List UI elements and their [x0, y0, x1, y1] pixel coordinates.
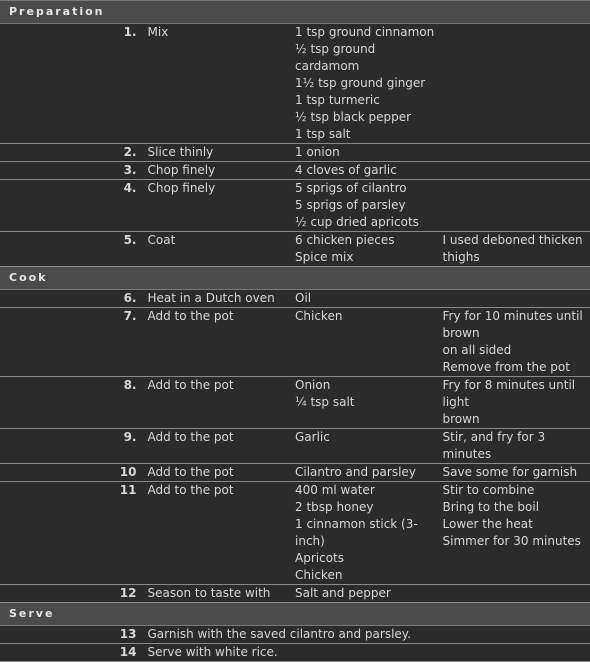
ingredient-line: 1 onion	[295, 144, 443, 161]
note-line: Fry for 10 minutes until brown	[443, 308, 585, 342]
step-notes	[443, 482, 590, 585]
step-row	[0, 644, 590, 662]
step-row	[0, 232, 590, 267]
step-number: 8.	[0, 377, 148, 429]
step-row	[0, 377, 590, 429]
step-instruction: Garnish with the saved cilantro and parsley.	[148, 626, 590, 644]
ingredient-line: Apricots	[295, 550, 443, 567]
note-line: Bring to the boil	[443, 499, 585, 516]
note-line: on all sided	[443, 342, 585, 359]
ingredient-line: ½ tsp ground cardamom	[295, 41, 443, 75]
step-row	[0, 482, 590, 585]
step-notes	[443, 162, 590, 180]
step-number: 7.	[0, 308, 148, 377]
section-header	[0, 1, 590, 24]
step-ingredients	[295, 232, 443, 267]
step-number: 3.	[0, 162, 148, 180]
note-line: brown	[443, 411, 585, 428]
step-action: Add to the pot	[148, 482, 296, 585]
step-notes	[443, 290, 590, 308]
ingredient-line: Oil	[295, 290, 443, 307]
note-line: Save some for garnish	[443, 464, 585, 481]
step-action: Add to the pot	[148, 377, 296, 429]
step-notes	[443, 464, 590, 482]
step-ingredients	[295, 464, 443, 482]
note-line: Stir to combine	[443, 482, 585, 499]
step-ingredients	[295, 482, 443, 585]
section-title: Cook	[0, 267, 590, 290]
step-row	[0, 308, 590, 377]
ingredient-line: ½ tsp black pepper	[295, 109, 443, 126]
step-number: 9.	[0, 429, 148, 464]
note-line: Simmer for 30 minutes	[443, 533, 585, 550]
note-line: Remove from the pot	[443, 359, 585, 376]
step-row	[0, 429, 590, 464]
ingredient-line: 4 cloves of garlic	[295, 162, 443, 179]
ingredient-line: Onion	[295, 377, 443, 394]
step-row	[0, 464, 590, 482]
step-action: Mix	[148, 24, 296, 144]
step-number: 6.	[0, 290, 148, 308]
ingredient-line: 1 cinnamon stick (3-inch)	[295, 516, 443, 550]
step-notes	[443, 144, 590, 162]
step-instruction: Serve with white rice.	[148, 644, 590, 662]
step-number: 14	[0, 644, 148, 662]
ingredient-line: Chicken	[295, 308, 443, 325]
step-action: Add to the pot	[148, 308, 296, 377]
step-action: Season to taste with	[148, 585, 296, 603]
section-title: Preparation	[0, 1, 590, 24]
note-line: I used deboned thicken thighs	[443, 232, 585, 266]
ingredient-line: ½ cup dried apricots	[295, 214, 443, 231]
step-ingredients	[295, 585, 443, 603]
ingredient-line: Spice mix	[295, 249, 443, 266]
ingredient-line: 2 tbsp honey	[295, 499, 443, 516]
step-row	[0, 162, 590, 180]
step-row	[0, 180, 590, 232]
note-line: Stir, and fry for 3 minutes	[443, 429, 585, 463]
step-row	[0, 626, 590, 644]
step-action: Add to the pot	[148, 429, 296, 464]
section-header	[0, 267, 590, 290]
ingredient-line: Chicken	[295, 567, 443, 584]
step-ingredients	[295, 429, 443, 464]
step-number: 4.	[0, 180, 148, 232]
ingredient-line: 400 ml water	[295, 482, 443, 499]
step-notes	[443, 180, 590, 232]
step-ingredients	[295, 308, 443, 377]
step-notes	[443, 377, 590, 429]
ingredient-line: Salt and pepper	[295, 585, 443, 602]
step-ingredients	[295, 162, 443, 180]
note-line: Fry for 8 minutes until light	[443, 377, 585, 411]
step-action: Coat	[148, 232, 296, 267]
ingredient-line: Garlic	[295, 429, 443, 446]
step-action: Chop finely	[148, 162, 296, 180]
step-number: 13	[0, 626, 148, 644]
step-notes	[443, 429, 590, 464]
ingredient-line: 5 sprigs of parsley	[295, 197, 443, 214]
step-row	[0, 585, 590, 603]
ingredient-line: 1 tsp ground cinnamon	[295, 24, 443, 41]
step-notes	[443, 24, 590, 144]
section-title: Serve	[0, 603, 590, 626]
step-notes	[443, 308, 590, 377]
ingredient-line: 6 chicken pieces	[295, 232, 443, 249]
step-notes	[443, 232, 590, 267]
ingredient-line: 1 tsp salt	[295, 126, 443, 143]
step-number: 10	[0, 464, 148, 482]
step-number: 11	[0, 482, 148, 585]
step-action: Chop finely	[148, 180, 296, 232]
step-row	[0, 144, 590, 162]
step-number: 5.	[0, 232, 148, 267]
step-ingredients	[295, 144, 443, 162]
ingredient-line: 5 sprigs of cilantro	[295, 180, 443, 197]
step-ingredients	[295, 180, 443, 232]
ingredient-line: ¼ tsp salt	[295, 394, 443, 411]
step-ingredients	[295, 377, 443, 429]
ingredient-line: 1½ tsp ground ginger	[295, 75, 443, 92]
ingredient-line: 1 tsp turmeric	[295, 92, 443, 109]
step-number: 1.	[0, 24, 148, 144]
step-action: Slice thinly	[148, 144, 296, 162]
ingredient-line: Cilantro and parsley	[295, 464, 443, 481]
step-ingredients	[295, 24, 443, 144]
step-number: 2.	[0, 144, 148, 162]
step-ingredients	[295, 290, 443, 308]
section-header	[0, 603, 590, 626]
note-line: Lower the heat	[443, 516, 585, 533]
step-action: Add to the pot	[148, 464, 296, 482]
step-row	[0, 24, 590, 144]
step-number: 12	[0, 585, 148, 603]
step-notes	[443, 585, 590, 603]
step-row	[0, 290, 590, 308]
step-action: Heat in a Dutch oven	[148, 290, 296, 308]
recipe-table-body	[0, 1, 590, 662]
